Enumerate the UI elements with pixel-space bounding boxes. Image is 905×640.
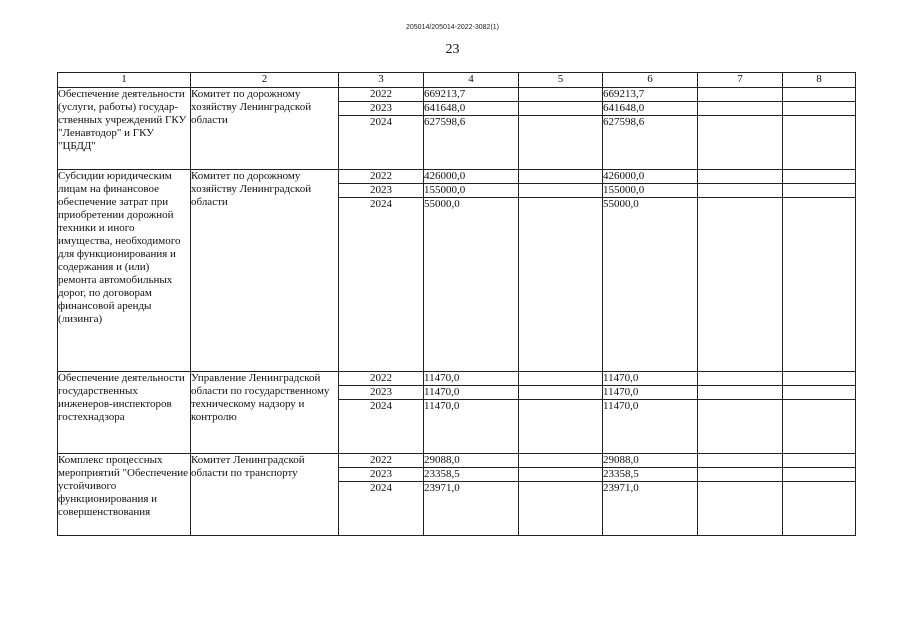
value-cell: 55000,0 — [424, 198, 519, 372]
value-cell — [698, 386, 783, 400]
table-row — [58, 88, 856, 102]
value-cell: 23358,5 — [424, 468, 519, 482]
value-cell: 11470,0 — [424, 372, 519, 386]
value-cell — [698, 372, 783, 386]
executor-cell: Комитет по дорожному хозяйству Ленинградской области — [191, 88, 339, 170]
value-cell — [519, 386, 603, 400]
column-header: 2 — [191, 73, 339, 88]
value-cell: 426000,0 — [424, 170, 519, 184]
column-header: 6 — [603, 73, 698, 88]
value-cell — [783, 386, 856, 400]
value-cell: 11470,0 — [424, 386, 519, 400]
year-cell: 2022 — [339, 88, 424, 102]
value-cell — [519, 116, 603, 170]
event-name-cell: Комплекс процессных мероприятий "Обеспечение устойчивого функционирования и совершенствования — [58, 454, 191, 536]
value-cell: 11470,0 — [603, 386, 698, 400]
executor-cell: Комитет по дорожному хозяйству Ленинградской области — [191, 170, 339, 372]
value-cell — [783, 88, 856, 102]
value-cell — [698, 454, 783, 468]
table-row — [58, 170, 856, 184]
value-cell — [519, 170, 603, 184]
value-cell: 23358,5 — [603, 468, 698, 482]
value-cell — [783, 102, 856, 116]
year-cell: 2023 — [339, 184, 424, 198]
value-cell — [519, 400, 603, 454]
value-cell: 29088,0 — [603, 454, 698, 468]
year-cell: 2024 — [339, 116, 424, 170]
value-cell: 669213,7 — [424, 88, 519, 102]
value-cell — [698, 198, 783, 372]
event-name-cell: Субсидии юридическим лицам на финансовое обеспечение затрат при приобретении дорожной техники и иного имущества, необходимого для функционирования и содержания и (или) ремонта автомобильных дорог, по договорам финансовой аренды (лизинга) — [58, 170, 191, 372]
value-cell: 11470,0 — [603, 372, 698, 386]
column-header: 1 — [58, 73, 191, 88]
year-cell: 2024 — [339, 198, 424, 372]
value-cell: 641648,0 — [424, 102, 519, 116]
value-cell: 23971,0 — [603, 482, 698, 536]
year-cell: 2023 — [339, 386, 424, 400]
value-cell: 155000,0 — [424, 184, 519, 198]
value-cell: 11470,0 — [603, 400, 698, 454]
value-cell — [783, 482, 856, 536]
value-cell — [698, 400, 783, 454]
page-number: 23 — [445, 42, 460, 57]
table-row — [58, 372, 856, 386]
value-cell — [783, 400, 856, 454]
value-cell — [519, 454, 603, 468]
year-cell: 2024 — [339, 400, 424, 454]
column-header: 8 — [783, 73, 856, 88]
value-cell — [698, 88, 783, 102]
value-cell — [783, 468, 856, 482]
value-cell: 155000,0 — [603, 184, 698, 198]
year-cell: 2023 — [339, 102, 424, 116]
value-cell — [519, 184, 603, 198]
value-cell — [698, 468, 783, 482]
year-cell: 2022 — [339, 170, 424, 184]
value-cell: 627598,6 — [603, 116, 698, 170]
column-number-row — [58, 73, 856, 88]
value-cell — [519, 372, 603, 386]
value-cell — [519, 88, 603, 102]
document-registration-code: 205014/205014-2022-3082(1) — [405, 24, 500, 31]
event-name-cell: Обеспечение деятельности государственных инженеров-инспекторов гостехнадзора — [58, 372, 191, 454]
value-cell — [519, 198, 603, 372]
value-cell: 627598,6 — [424, 116, 519, 170]
value-cell — [519, 468, 603, 482]
value-cell — [519, 482, 603, 536]
value-cell: 55000,0 — [603, 198, 698, 372]
executor-cell: Комитет Ленинградской области по транспорту — [191, 454, 339, 536]
value-cell — [698, 482, 783, 536]
value-cell — [698, 170, 783, 184]
year-cell: 2023 — [339, 468, 424, 482]
value-cell — [783, 116, 856, 170]
value-cell: 426000,0 — [603, 170, 698, 184]
value-cell: 29088,0 — [424, 454, 519, 468]
column-header: 7 — [698, 73, 783, 88]
executor-cell: Управление Ленинградской области по государственному техническому надзору и контролю — [191, 372, 339, 454]
event-name-cell: Обеспечение деятельности (услуги, работы) государ-ственных учреждений ГКУ "Ленавтодор" и ГКУ "ЦБДД" — [58, 88, 191, 170]
year-cell: 2024 — [339, 482, 424, 536]
value-cell — [783, 198, 856, 372]
value-cell — [519, 102, 603, 116]
value-cell — [783, 184, 856, 198]
value-cell: 641648,0 — [603, 102, 698, 116]
budget-table — [57, 72, 856, 536]
value-cell — [783, 170, 856, 184]
value-cell — [698, 184, 783, 198]
value-cell — [783, 454, 856, 468]
year-cell: 2022 — [339, 372, 424, 386]
column-header: 5 — [519, 73, 603, 88]
value-cell: 23971,0 — [424, 482, 519, 536]
value-cell — [698, 116, 783, 170]
value-cell: 669213,7 — [603, 88, 698, 102]
column-header: 4 — [424, 73, 519, 88]
value-cell — [698, 102, 783, 116]
year-cell: 2022 — [339, 454, 424, 468]
value-cell — [783, 372, 856, 386]
value-cell: 11470,0 — [424, 400, 519, 454]
column-header: 3 — [339, 73, 424, 88]
table-row — [58, 454, 856, 468]
